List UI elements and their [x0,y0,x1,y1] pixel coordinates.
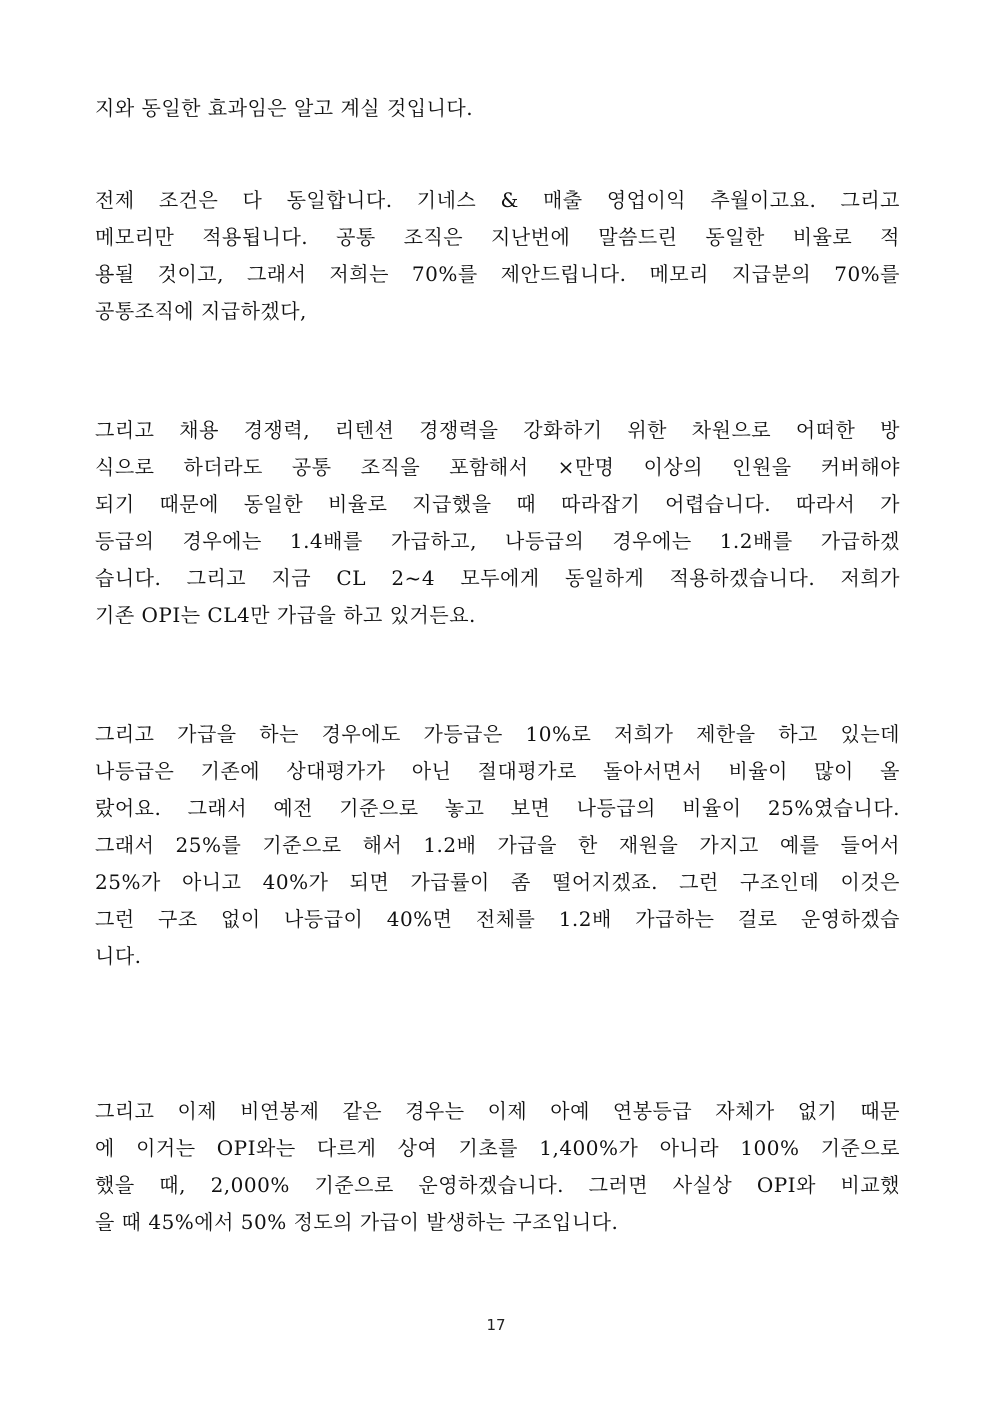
text-line: 습니다. 그리고 지금 CL 2~4 모두에게 동일하게 적용하겠습니다. 저희가 [95,566,900,590]
text-line: 니다. [95,944,142,968]
text-line: 그런 구조 없이 나등급이 40%면 전체를 1.2배 가급하는 걸로 운영하겠습 [95,907,900,931]
text-line: 용될 것이고, 그래서 저희는 70%를 제안드립니다. 메모리 지급분의 70%를 [95,262,900,286]
text-line: 했을 때, 2,000% 기준으로 운영하겠습니다. 그러면 사실상 OPI와 비교했 [95,1173,900,1197]
paragraph-1 [95,90,900,127]
text-line: 그리고 가급을 하는 경우에도 가등급은 10%로 저희가 제한을 하고 있는데 [95,722,900,746]
page-number: 17 [486,1316,506,1334]
text-line: 지와 동일한 효과임은 알고 계실 것입니다. [95,96,474,120]
text-line: 식으로 하더라도 공통 조직을 포함해서 ×만명 이상의 인원을 커버해야 [95,455,900,479]
text-line: 25%가 아니고 40%가 되면 가급률이 좀 떨어지겠죠. 그런 구조인데 이것은 [95,870,900,894]
text-line: 전제 조건은 다 동일합니다. 기네스 & 매출 영업이익 추월이고요. 그리고 [95,188,900,212]
text-line: 기존 OPI는 CL4만 가급을 하고 있거든요. [95,603,476,627]
text-line: 그래서 25%를 기준으로 해서 1.2배 가급을 한 재원을 가지고 예를 들어서 [95,833,900,857]
paragraph-2 [95,182,900,330]
text-line: 공통조직에 지급하겠다, [95,299,307,323]
paragraph-4 [95,716,900,975]
text-line: 랐어요. 그래서 예전 기준으로 놓고 보면 나등급의 비율이 25%였습니다. [95,796,900,820]
text-line: 그리고 채용 경쟁력, 리텐션 경쟁력을 강화하기 위한 차원으로 어떠한 방 [95,418,900,442]
text-line: 되기 때문에 동일한 비율로 지급했을 때 따라잡기 어렵습니다. 따라서 가 [95,492,900,516]
paragraph-5 [95,1093,900,1241]
paragraph-3 [95,412,900,634]
text-line: 에 이거는 OPI와는 다르게 상여 기초를 1,400%가 아니라 100% 기준으로 [95,1136,900,1160]
text-line: 등급의 경우에는 1.4배를 가급하고, 나등급의 경우에는 1.2배를 가급하겠 [95,529,900,553]
text-line: 을 때 45%에서 50% 정도의 가급이 발생하는 구조입니다. [95,1210,619,1234]
text-line: 그리고 이제 비연봉제 같은 경우는 이제 아예 연봉등급 자체가 없기 때문 [95,1099,900,1123]
text-line: 메모리만 적용됩니다. 공통 조직은 지난번에 말씀드린 동일한 비율로 적 [95,225,900,249]
text-line: 나등급은 기존에 상대평가가 아닌 절대평가로 돌아서면서 비율이 많이 올 [95,759,900,783]
